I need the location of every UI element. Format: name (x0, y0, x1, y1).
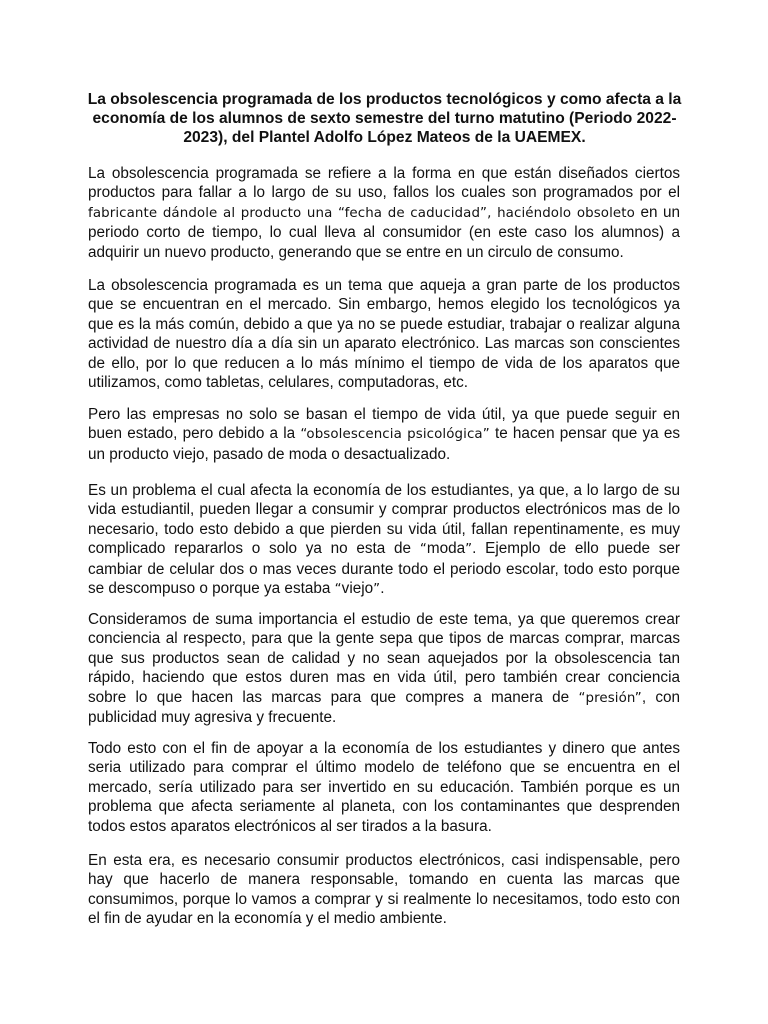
paragraph-text-alt-font: “presión” (578, 690, 642, 706)
paragraph-student-economy (88, 481, 680, 599)
quote-mark: ” (373, 582, 381, 598)
paragraph-psychological (88, 405, 680, 464)
paragraph-text: , con publicidad muy agresiva y frecuente. (88, 688, 680, 727)
paragraph-importance (88, 610, 680, 727)
document-title: La obsolescencia programada de los productos tecnológicos y como afecta a la economía de los alumnos de sexto semestre del turno matutino (Periodo 2022-2023), del Plantel Adolfo López Mateos de la UAEMEX. (87, 91, 682, 146)
paragraph-text: en un periodo corto de tiempo, lo cual lleva al consumidor (en este caso los alumnos) a adquirir un nuevo producto, generando que se entre en un circulo de consumo. (88, 203, 681, 261)
paragraph-text-alt-font: fabricante dándole al producto una “fecha de caducidad”, haciéndolo obsoleto (88, 205, 635, 221)
paragraph-definition (88, 164, 680, 262)
quote-mark: “ (419, 542, 427, 558)
quote-mark: ” (465, 542, 473, 558)
paragraph-text: moda (426, 540, 466, 558)
paragraph-text: te hacen pensar que ya es un producto viejo, pasado de moda o desactualizado. (88, 425, 680, 463)
paragraph-text: viejo (341, 580, 374, 598)
paragraph-text: . (380, 580, 385, 598)
paragraph-text: . Ejemplo de ello puede ser cambiar de celular dos o mas veces durante todo el periodo escolar, todo esto porque se descompuso o porque ya estaba (88, 540, 680, 598)
paragraph-purpose: Todo esto con el fin de apoyar a la economía de los estudiantes y dinero que antes seria utilizado para comprar el último modelo de teléfono que se encuentra en el mercado, sería utilizado para ser invertido en su educación. También porque es un problema que afecta seriamente al planeta, con los contaminantes que desprenden todos estos aparatos electrónicos al ser tirados a la basura. (88, 740, 680, 835)
paragraph-text-alt-font: “obsolescencia psicológica” (300, 427, 490, 443)
paragraph-text: Es un problema el cual afecta la economía de los estudiantes, ya que, a lo largo de su vida estudiantil, pueden llegar a consumir y comprar productos electrónicos mas de lo necesario, todo esto debido a que pierden su vida útil, fallan repentinamente, es muy complicado repararlos o solo ya no esta de (88, 482, 680, 558)
paragraph-conclusion: En esta era, es necesario consumir productos electrónicos, casi indispensable, pero hay que hacerlo de manera responsable, tomando en cuenta las marcas que consumimos, porque lo vamos a comprar y si realmente lo necesitamos, todo esto con el fin de ayudar en la economía y el medio ambiente. (88, 852, 680, 928)
paragraph-text: Consideramos de suma importancia el estudio de este tema, ya que queremos crear conciencia al respecto, para que la gente sepa que tipos de marcas comprar, marcas que sus productos sean de calidad y no sean aquejados por la obsolescencia tan rápido, haciendo que estos duren mas en vida útil, pero también crear conciencia sobre lo que hacen las marcas para que compres a manera de (88, 611, 680, 706)
paragraph-text: La obsolescencia programada se refiere a la forma en que están diseñados ciertos productos para fallar a lo largo de su uso, fallos los cuales son programados por el (88, 165, 680, 202)
paragraph-technology: La obsolescencia programada es un tema que aqueja a gran parte de los productos que se encuentran en el mercado. Sin embargo, hemos elegido los tecnológicos ya que es la más común, debido a que ya no se puede estudiar, trabajar o realizar alguna actividad de nuestro día a día sin un aparato electrónico. Las marcas son conscientes de ello, por lo que reducen a lo más mínimo el tiempo de vida de los aparatos que utilizamos, como tabletas, celulares, computadoras, etc. (88, 277, 680, 392)
paragraph-text: Pero las empresas no solo se basan el tiempo de vida útil, ya que puede seguir en buen estado, pero debido a la (88, 406, 680, 443)
quote-mark: “ (334, 582, 342, 598)
